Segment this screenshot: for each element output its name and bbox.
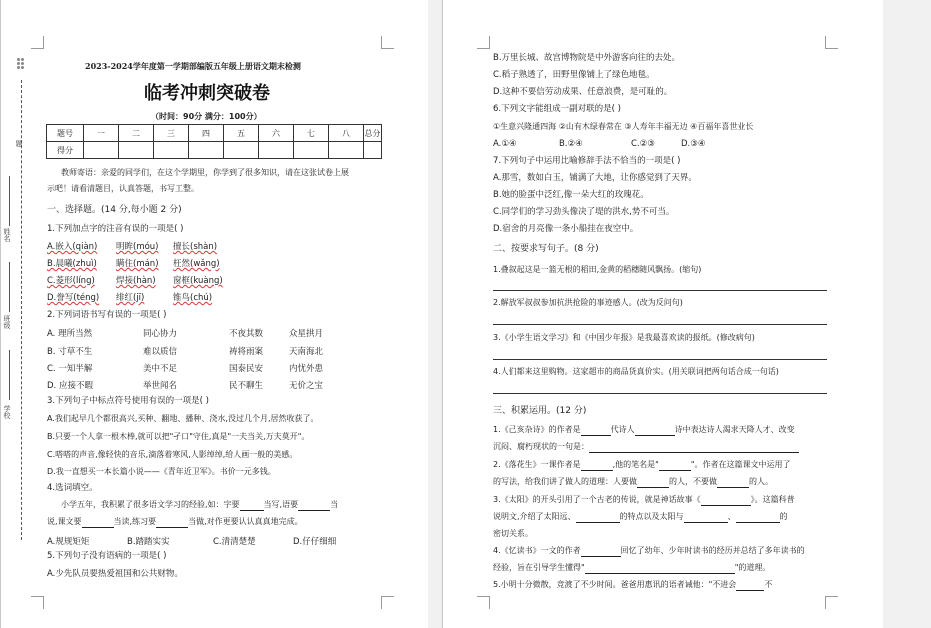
table-cell: 四 bbox=[189, 125, 224, 142]
side-label-name: 姓名 bbox=[3, 228, 11, 242]
fill-text: 2.《落花生》一课作者是 bbox=[493, 460, 581, 469]
q4-option-c: C.清清楚楚 bbox=[213, 537, 256, 547]
q5-option-b: B.万里长城、故宫博物院是中外游客向往的去处。 bbox=[493, 53, 681, 63]
fill-4-line1 bbox=[493, 545, 805, 557]
q4-blank[interactable] bbox=[156, 518, 188, 528]
viewport-margin bbox=[883, 0, 931, 628]
q4-text: 当做,对作更要认认真真地完成。 bbox=[188, 517, 303, 526]
crop-mark bbox=[477, 36, 490, 49]
fill-blank[interactable] bbox=[736, 581, 764, 591]
q2-a-4: 众星拱月 bbox=[289, 329, 324, 339]
fill-blank[interactable] bbox=[736, 513, 780, 523]
q5-option-c: C.稻子熟透了，田野里像铺上了绿色地毯。 bbox=[493, 70, 655, 80]
q2-d-1: D. 应接不暇 bbox=[47, 381, 93, 391]
answer-line[interactable] bbox=[493, 359, 827, 360]
q1-option-c-3: 窗框(kuàng) bbox=[173, 276, 223, 286]
rewrite-3: 3.《小学生语文学习》和《中国少年报》是我最喜欢读的报纸。(修改病句) bbox=[493, 333, 755, 342]
q4-blank[interactable] bbox=[298, 501, 330, 511]
score-input-cell[interactable] bbox=[224, 142, 259, 159]
fill-text: "。作者在这篇课文中运用了 bbox=[690, 460, 791, 469]
score-table-score-row bbox=[47, 142, 382, 159]
table-cell: 得分 bbox=[47, 142, 84, 159]
fill-text: 3.《太阳》的开头引用了一个古老的传说，就是神话故事《 bbox=[493, 495, 701, 504]
table-cell: 六 bbox=[259, 125, 294, 142]
section-3-title: 三、积累运用。(12 分) bbox=[493, 406, 587, 416]
q4-text: 当读,练习要 bbox=[113, 517, 157, 526]
q3-option-d: D.我一直想买一本长篇小说——《青年近卫军》。书价一元多钱。 bbox=[47, 467, 276, 476]
q2-c-1: C. 一知半解 bbox=[47, 364, 93, 374]
score-input-cell[interactable] bbox=[259, 142, 294, 159]
q4-passage-line1 bbox=[61, 499, 338, 511]
teacher-message-line1: 教师寄语：亲爱的同学们，在这个学期里，你学到了很多知识，请在这张试卷上展 bbox=[61, 168, 349, 177]
q5-option-d: D.这种不要信劳动成果、任意浪费，是可耻的。 bbox=[493, 87, 673, 97]
q6-option-b: B.②④ bbox=[559, 139, 583, 149]
crop-mark bbox=[825, 596, 838, 609]
rewrite-1: 1.叠叙起这是一篮无根的稻田,金黄的稻穗随风飘扬。(缩句) bbox=[493, 265, 702, 274]
fill-1-line1 bbox=[493, 424, 795, 436]
crop-mark bbox=[31, 36, 44, 49]
table-cell: 五 bbox=[224, 125, 259, 142]
q1-option-d-3: 锥鸟(chú) bbox=[173, 293, 213, 303]
fill-text: 、 bbox=[727, 512, 736, 521]
fill-blank[interactable] bbox=[637, 478, 669, 488]
crop-mark bbox=[381, 596, 394, 609]
score-table bbox=[46, 124, 382, 159]
score-input-cell[interactable] bbox=[84, 142, 119, 159]
side-label-ti: 题 bbox=[15, 140, 23, 147]
q1-option-a-3: 擅长(shàn) bbox=[173, 242, 218, 252]
table-cell: 题号 bbox=[47, 125, 84, 142]
q6-option-d: D.③④ bbox=[681, 139, 706, 149]
q1-option-b-2: 瞒住(mán) bbox=[116, 259, 159, 269]
question-3: 3.下列句子中标点符号使用有误的一项是( ) bbox=[47, 396, 209, 406]
table-cell: 七 bbox=[294, 125, 329, 142]
q6-option-c: C.②③ bbox=[631, 139, 655, 149]
score-input-cell[interactable] bbox=[294, 142, 329, 159]
side-blank bbox=[9, 350, 10, 400]
fill-blank[interactable] bbox=[581, 547, 621, 557]
q2-a-3: 不夜其数 bbox=[229, 329, 264, 339]
q4-text: 说,课文要 bbox=[47, 517, 82, 526]
fill-4-line2 bbox=[493, 562, 770, 574]
q7-option-d: D.宿舍的月亮像一条小船挂在夜空中。 bbox=[493, 224, 639, 234]
crop-mark bbox=[381, 36, 394, 49]
q2-c-2: 美中不足 bbox=[143, 364, 178, 374]
fill-blank[interactable] bbox=[581, 461, 613, 471]
fill-blank[interactable] bbox=[581, 426, 611, 436]
rewrite-4: 4.人们都来这里购物。这家超市的商品货真价实。(用关联词把两句话合成一句话) bbox=[493, 367, 779, 376]
fill-3-line3: 密切关系。 bbox=[493, 529, 533, 538]
fill-blank[interactable] bbox=[684, 513, 728, 523]
q1-option-d-2: 绯红(jī) bbox=[116, 293, 145, 303]
score-input-cell[interactable] bbox=[154, 142, 189, 159]
page-gap bbox=[428, 0, 441, 628]
table-cell: 三 bbox=[154, 125, 189, 142]
q2-c-3: 国泰民安 bbox=[229, 364, 264, 374]
q2-a-2: 同心协力 bbox=[143, 329, 178, 339]
fill-text: 1.《己亥杂诗》的作者是 bbox=[493, 425, 581, 434]
exam-header: 2023-2024学年度第一学期部编版五年级上册语文期末检测 bbox=[85, 61, 301, 71]
answer-line[interactable] bbox=[493, 290, 827, 291]
question-1: 1.下列加点字的注音有误的一项是( ) bbox=[47, 224, 184, 234]
page-title: 临考冲刺突破卷 bbox=[144, 83, 270, 104]
question-5: 5.下列句子没有语病的一项是( ) bbox=[47, 551, 167, 561]
answer-line[interactable] bbox=[493, 393, 827, 394]
table-cell: 一 bbox=[84, 125, 119, 142]
q7-option-c: C.同学们的学习劲头像决了堤的洪水,势不可当。 bbox=[493, 207, 675, 217]
fill-text: 的人。 bbox=[749, 477, 773, 486]
q4-text: 当写,语要 bbox=[263, 500, 299, 509]
score-input-cell[interactable] bbox=[364, 142, 382, 159]
fill-text: 说明文,介绍了太阳远、 bbox=[493, 512, 576, 521]
q2-a-1: A. 理所当然 bbox=[47, 329, 93, 339]
rewrite-2: 2.解放军叔叔参加抗洪抢险的事迹感人。(改为反问句) bbox=[493, 298, 683, 307]
crop-mark bbox=[31, 596, 44, 609]
question-7: 7.下列句子中运用比喻修辞手法不恰当的一项是( ) bbox=[493, 156, 681, 166]
q1-option-b-3: 枉然(wǎng) bbox=[173, 259, 220, 269]
fill-blank[interactable] bbox=[659, 461, 691, 471]
fill-blank[interactable] bbox=[585, 564, 735, 574]
side-label-school: 学校 bbox=[3, 405, 11, 419]
fill-5-line1 bbox=[493, 579, 772, 591]
fill-text: 诗中表达诗人渴求天降人才、改变 bbox=[674, 425, 795, 434]
q2-b-3: 祷将雨案 bbox=[229, 347, 264, 357]
teacher-message-line2: 示吧！请看清题目，认真答题，书写工整。 bbox=[47, 184, 199, 193]
fill-text: 的写法，给我们讲了做人的道理：人要做 bbox=[493, 477, 637, 486]
fill-blank[interactable] bbox=[635, 426, 675, 436]
fill-blank[interactable] bbox=[717, 478, 749, 488]
score-input-cell[interactable] bbox=[119, 142, 154, 159]
fill-text: "的道理。 bbox=[734, 563, 771, 572]
fill-text: 的特点以及太阳与 bbox=[619, 512, 684, 521]
fill-2-line2 bbox=[493, 476, 773, 488]
q4-blank[interactable] bbox=[240, 501, 264, 511]
fill-1-line2 bbox=[493, 441, 799, 453]
section-1-title: 一、选择题。(14 分,每小题 2 分) bbox=[47, 205, 182, 215]
q4-option-b: B.踏踏实实 bbox=[127, 537, 170, 547]
question-2: 2.下列词语书写有误的一项是( ) bbox=[47, 310, 167, 320]
q7-option-a: A.那雪，数如白玉，铺满了大地，让你感觉到了天界。 bbox=[493, 173, 697, 183]
q4-option-d: D.仔仔细细 bbox=[293, 537, 337, 547]
q6-items: ①生意兴隆通四海 ②山有木绿春常在 ③人寿年丰福无边 ④百福年喜世业长 bbox=[493, 122, 754, 131]
side-blank bbox=[9, 262, 10, 312]
fill-text: ,他的笔名是" bbox=[612, 460, 659, 469]
crop-mark bbox=[477, 596, 490, 609]
binding-line bbox=[21, 80, 23, 540]
q2-d-2: 举世闻名 bbox=[143, 381, 178, 391]
q4-blank[interactable] bbox=[82, 518, 114, 528]
fill-blank[interactable] bbox=[576, 513, 620, 523]
question-4: 4.选词填空。 bbox=[47, 483, 98, 493]
q4-passage-line2 bbox=[47, 516, 303, 528]
q1-option-c-2: 焊接(hàn) bbox=[116, 276, 156, 286]
q5-option-a: A.少先队员要热爱祖国和公共财物。 bbox=[47, 569, 183, 579]
q1-option-b-1: B.晨曦(zhuì) bbox=[47, 259, 97, 269]
q2-c-4: 内忧外患 bbox=[289, 364, 324, 374]
table-cell: 八 bbox=[329, 125, 364, 142]
q4-text: 当 bbox=[330, 500, 339, 509]
q1-option-c-1: C.菱形(líng) bbox=[47, 276, 95, 286]
fill-text: 的 bbox=[779, 512, 788, 521]
table-cell: 二 bbox=[119, 125, 154, 142]
page-left bbox=[0, 0, 429, 628]
page-right bbox=[442, 0, 884, 628]
fill-3-line1 bbox=[493, 494, 795, 506]
side-blank bbox=[9, 176, 10, 226]
fill-3-line2 bbox=[493, 511, 788, 523]
table-move-handle[interactable] bbox=[17, 58, 25, 72]
q3-option-c: C.嗒嗒的声音,像轻快的音乐,滴落着寒风,人影绰绰,给人画一般的美感。 bbox=[47, 450, 298, 459]
side-label-class: 班级 bbox=[3, 315, 11, 329]
crop-mark bbox=[825, 36, 838, 49]
time-score-note: （时间：90分 满分：100分） bbox=[151, 112, 262, 121]
score-table-header-row bbox=[47, 125, 382, 142]
fill-text: 不 bbox=[764, 580, 773, 589]
fill-text: 代诗人 bbox=[610, 425, 635, 434]
q2-b-1: B. 寸草不生 bbox=[47, 347, 93, 357]
fill-text: 4.《忆读书》一文的作者 bbox=[493, 546, 581, 555]
fill-text: 的人，不要做 bbox=[669, 477, 717, 486]
score-input-cell[interactable] bbox=[329, 142, 364, 159]
q4-text: 小学五年，我积累了很多语文学习的经验,如：字要 bbox=[61, 500, 240, 509]
q4-option-a: A.规规矩矩 bbox=[47, 537, 90, 547]
q3-option-a: A.我们起早几个都很高兴,买种、翻地、播种、浇水,没过几个月,居然收获了。 bbox=[47, 414, 319, 423]
q2-d-4: 无价之宝 bbox=[289, 381, 324, 391]
q2-b-4: 天南海北 bbox=[289, 347, 324, 357]
answer-line[interactable] bbox=[493, 324, 827, 325]
question-6: 6.下列文字能组成一副对联的是( ) bbox=[493, 104, 621, 114]
score-input-cell[interactable] bbox=[189, 142, 224, 159]
table-cell: 总分 bbox=[364, 125, 382, 142]
q1-option-a-2: 明眸(móu) bbox=[116, 242, 159, 252]
fill-blank[interactable] bbox=[589, 443, 799, 453]
q7-option-b: B.她的脸蛋中泛红,像一朵大红的玫瑰花。 bbox=[493, 190, 649, 200]
fill-2-line1 bbox=[493, 459, 791, 471]
q6-option-a: A.①④ bbox=[493, 139, 517, 149]
q1-option-a-1: A.嵌入(qiàn) bbox=[47, 242, 98, 252]
fill-text: 回忆了幼年、少年时读书的经历并总结了多年读书的 bbox=[620, 546, 805, 555]
fill-blank[interactable] bbox=[701, 496, 751, 506]
q2-b-2: 难以质信 bbox=[143, 347, 178, 357]
section-2-title: 二、按要求写句子。(8 分) bbox=[493, 244, 599, 254]
fill-text: 5.小明十分微散，竞渡了不少时间。爸爸用惠讯的语者诫他："不进会 bbox=[493, 580, 737, 589]
fill-text: 》。这篇科普 bbox=[750, 495, 795, 504]
q2-d-3: 民不聊生 bbox=[229, 381, 264, 391]
fill-text: 沉闷、腐朽现状的一句是： bbox=[493, 442, 589, 451]
fill-text: 经验，旨在引导学生懂得" bbox=[493, 563, 585, 572]
q1-option-d-1: D.誊写(téng) bbox=[47, 293, 100, 303]
q3-option-b: B.只要一个人拿一根木棒,就可以把"孑口"守住,真是"一夫当关,万夫莫开"。 bbox=[47, 432, 310, 441]
